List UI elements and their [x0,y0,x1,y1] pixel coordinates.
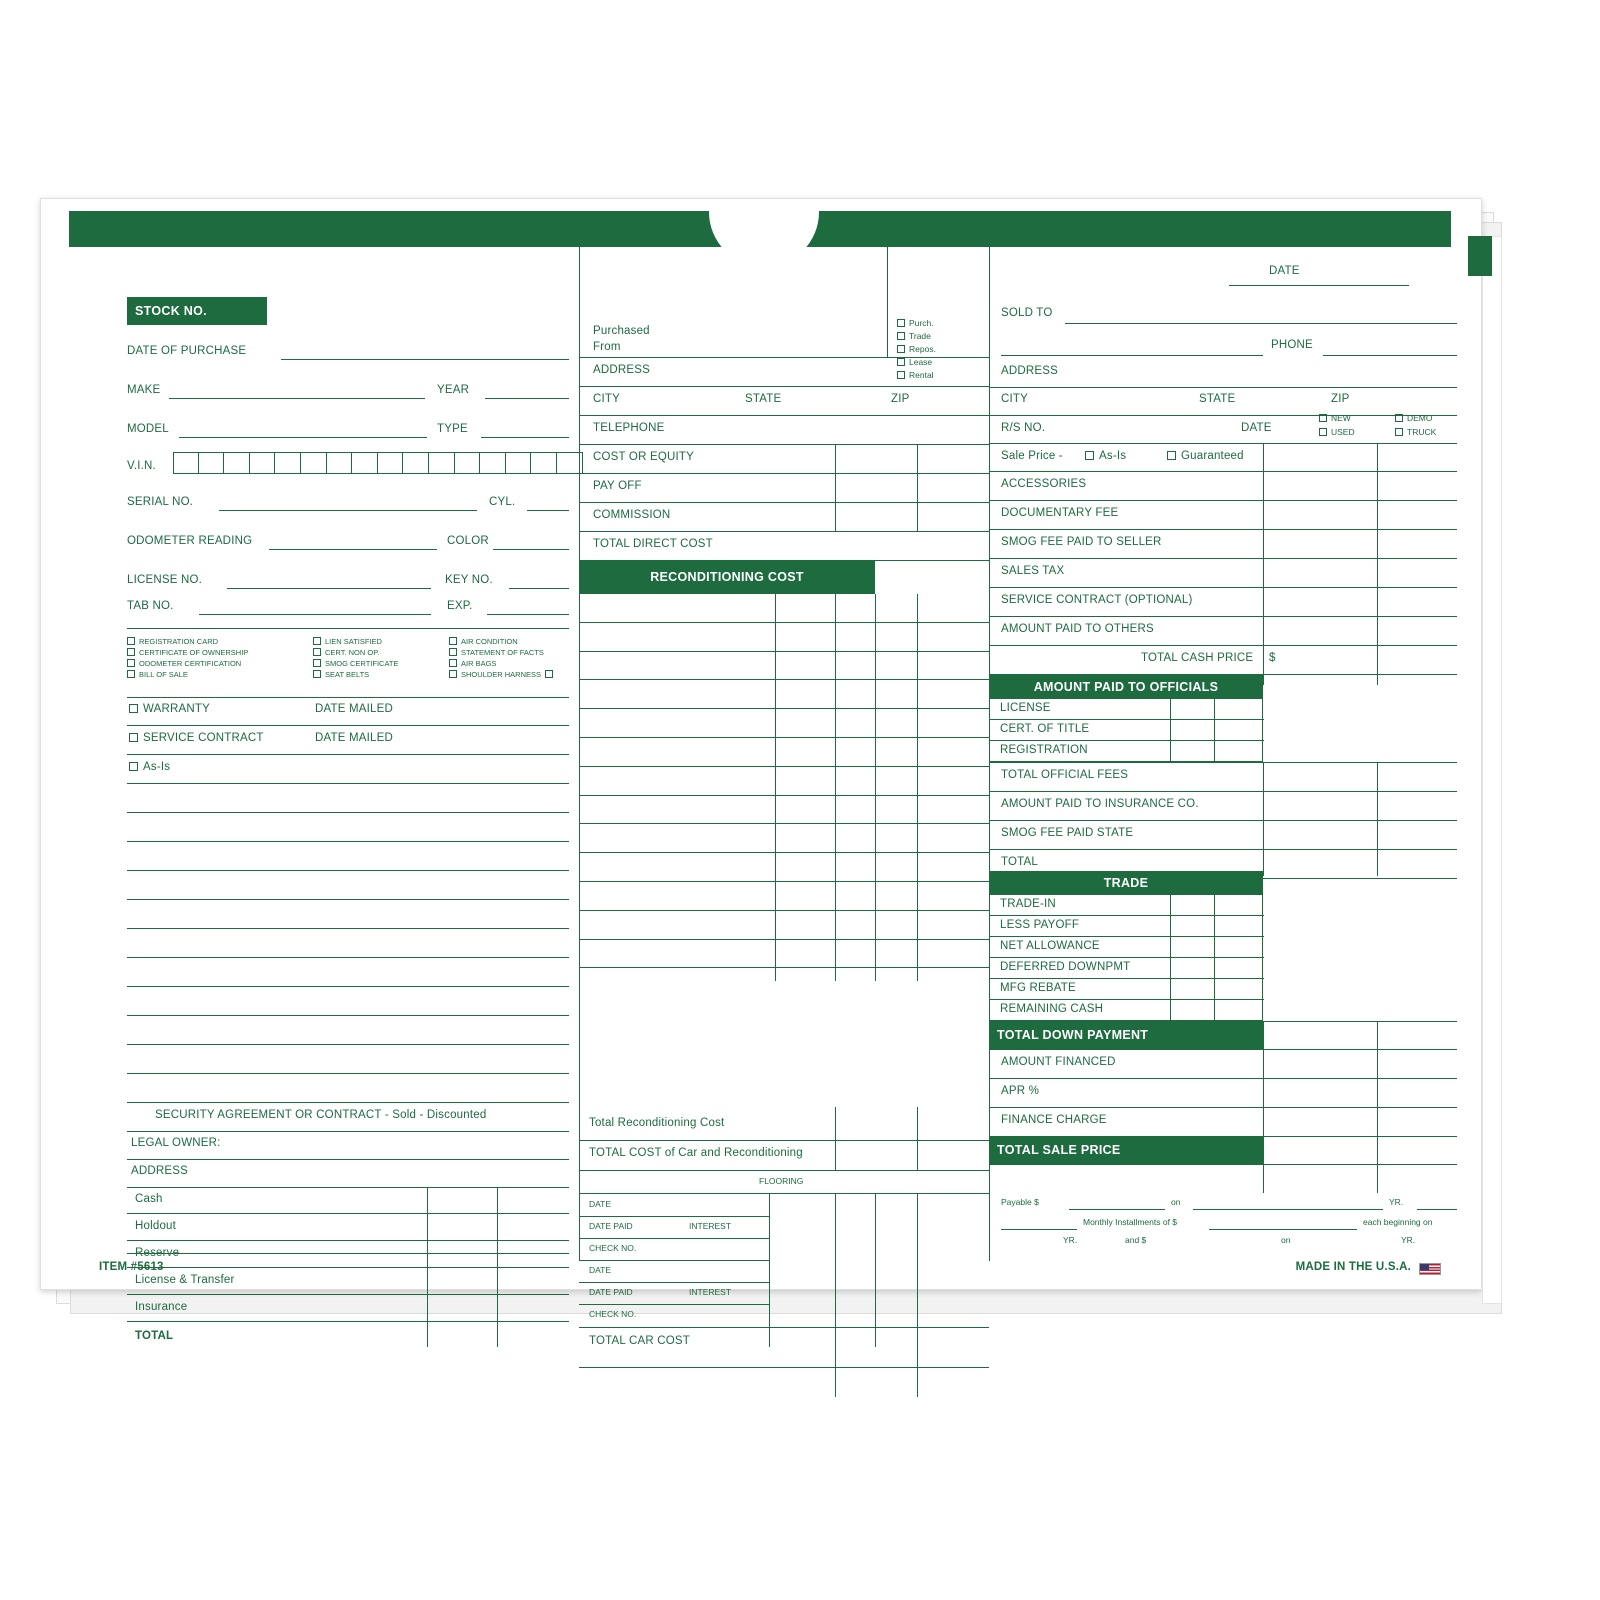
checkbox-icon[interactable] [545,670,553,678]
recon-row[interactable] [579,623,989,652]
blank-line[interactable] [127,812,569,813]
label-monthly-installments: Monthly Installments of $ [1083,1217,1178,1227]
checklist-item[interactable]: CERT. NON OP. [313,648,473,657]
field-tab-no[interactable] [199,614,431,615]
checklist-item[interactable]: CERTIFICATE OF OWNERSHIP [127,648,307,657]
label-flooring-date-1: DATE [589,1199,612,1209]
label-amount-financed: AMOUNT FINANCED [1001,1056,1116,1068]
money-row[interactable]: Insurance [127,1295,569,1322]
divider-legal-owner [127,1159,569,1160]
divider-flooring-2 [579,1238,769,1239]
purchase-type-option[interactable]: Purch. [897,318,985,328]
money-row[interactable]: Reserve [127,1241,569,1268]
divider-rs-no [989,443,1457,444]
option-demo[interactable]: DEMO [1395,413,1433,423]
divider-apr [989,1107,1457,1108]
field-phone[interactable] [1323,355,1457,356]
field-year[interactable] [485,398,569,399]
label-flooring-date-2: DATE [589,1265,612,1275]
blank-line[interactable] [127,1015,569,1016]
total-sale-price-header: TOTAL SALE PRICE [989,1136,1263,1164]
made-in-usa-label: MADE IN THE U.S.A. [1295,1261,1411,1273]
purchase-type-option[interactable]: Repos. [897,344,985,354]
label-mid-zip: ZIP [891,393,910,405]
label-total-cash-price-dollar: $ [1269,652,1276,664]
checklist-item[interactable]: LIEN SATISFIED [313,637,473,646]
divider-smog-fee-state [989,849,1457,850]
divider-purchased-from [579,357,989,358]
service-contract-row[interactable]: SERVICE CONTRACT [129,732,264,744]
field-sold-to-line2[interactable] [1001,355,1263,356]
label-tab-no: TAB NO. [127,600,174,612]
officials-row[interactable]: REGISTRATION [1000,744,1088,756]
trade-row[interactable]: TRADE-IN [990,895,1264,916]
divider-mid-city [579,415,989,416]
option-guaranteed[interactable]: Guaranteed [1167,450,1244,462]
label-amount-paid-insurance: AMOUNT PAID TO INSURANCE CO. [1001,798,1199,810]
label-date-of-purchase: DATE OF PURCHASE [127,345,247,357]
label-odometer-reading: ODOMETER READING [127,535,253,547]
checklist-item[interactable]: ODOMETER CERTIFICATION [127,659,307,668]
label-cyl: CYL. [489,496,516,508]
checkbox-icon[interactable] [313,637,321,645]
divider-officials-bottom [989,762,1457,763]
blank-line[interactable] [127,928,569,929]
divider-total-down-payment [989,1049,1457,1050]
label-mid-city: CITY [593,393,620,405]
recon-row[interactable] [579,853,989,882]
checklist-item[interactable]: AIR BAGS [449,659,629,668]
label-rs-date: DATE [1241,422,1272,434]
label-payable: Payable $ [1001,1197,1039,1207]
checkbox-icon[interactable] [129,733,138,742]
label-total-official-fees: TOTAL OFFICIAL FEES [1001,769,1129,781]
deal-jacket-envelope [40,198,1482,1347]
label-license-no: LICENSE NO. [127,574,203,586]
label-finance-charge: FINANCE CHARGE [1001,1114,1107,1126]
checklist-item[interactable]: AIR CONDITION [449,637,629,646]
checkbox-icon[interactable] [897,358,905,366]
recon-row[interactable] [579,796,989,825]
blank-line[interactable] [127,986,569,987]
recon-row[interactable] [579,911,989,940]
label-from: From [593,341,621,353]
label-each-beginning-on: each beginning on [1363,1217,1433,1227]
option-truck[interactable]: TRUCK [1395,427,1436,437]
usa-flag-icon [1419,1263,1441,1275]
label-vin: V.I.N. [127,460,156,472]
label-right-date: DATE [1269,265,1300,277]
checkbox-icon[interactable] [1167,451,1176,460]
label-warranty-date-mailed: DATE MAILED [315,703,394,715]
right-edge-green-tab [1468,236,1492,276]
checkbox-icon[interactable] [1319,414,1327,422]
label-service-contract-optional: SERVICE CONTRACT (OPTIONAL) [1001,594,1193,606]
divider-total-sale-price [989,1164,1457,1165]
label-flooring-check-no-1: CHECK NO. [589,1243,637,1253]
checkbox-icon[interactable] [127,637,135,645]
checklist-item[interactable]: SEAT BELTS [313,670,473,679]
option-used[interactable]: USED [1319,427,1355,437]
total-car-cost-divider-2 [917,1327,918,1397]
checkbox-icon[interactable] [1319,428,1327,436]
trade-row[interactable]: LESS PAYOFF [990,916,1264,937]
label-right-zip: ZIP [1331,393,1350,405]
trade-row[interactable]: DEFERRED DOWNPMT [990,958,1264,979]
label-sales-tax: SALES TAX [1001,565,1065,577]
field-odometer-reading[interactable] [269,549,437,550]
mid-amount-col-divider-2 [917,444,918,532]
label-total-cash-price: TOTAL CASH PRICE [1141,652,1254,664]
label-apr: APR % [1001,1085,1040,1097]
blank-line[interactable] [127,957,569,958]
label-model: MODEL [127,423,169,435]
divider-service-contract-optional [989,616,1457,617]
label-installments-yr: YR. [1063,1235,1078,1245]
recon-row[interactable] [579,594,989,623]
checklist-item[interactable]: SHOULDER HARNESS [449,670,629,679]
label-type: TYPE [437,423,468,435]
flooring-right-divider [769,1193,770,1327]
checkbox-icon[interactable] [129,762,138,771]
field-type[interactable] [481,437,569,438]
checkbox-icon[interactable] [897,332,905,340]
recon-row[interactable] [579,709,989,738]
warranty-row[interactable]: WARRANTY [129,703,210,715]
field-date-of-purchase[interactable] [281,359,569,360]
divider-flooring-1 [579,1216,769,1217]
recon-row[interactable] [579,652,989,681]
field-right-date[interactable] [1229,285,1409,286]
blank-line[interactable] [127,1102,569,1103]
blank-line[interactable] [127,1073,569,1074]
label-exp: EXP. [447,600,473,612]
label-service-date-mailed: DATE MAILED [315,732,394,744]
field-vin-boxes[interactable] [173,452,583,474]
checkbox-icon[interactable] [897,345,905,353]
checkbox-icon[interactable] [313,648,321,656]
blank-line[interactable] [127,841,569,842]
divider-commission [579,531,989,532]
checkbox-icon[interactable] [1395,414,1403,422]
label-total-cost-car-recon: TOTAL COST of Car and Reconditioning [589,1147,803,1159]
divider-amount-paid-insurance [989,820,1457,821]
right-edge-sheet [1482,236,1502,1304]
checkbox-icon[interactable] [313,659,321,667]
total-down-payment-header: TOTAL DOWN PAYMENT [989,1021,1263,1049]
recon-row[interactable] [579,882,989,911]
field-payable-amount[interactable] [1069,1209,1165,1210]
option-new[interactable]: NEW [1319,413,1351,423]
label-smog-fee-state: SMOG FEE PAID STATE [1001,827,1134,839]
label-sale-price: Sale Price - [1001,450,1063,462]
checkbox-icon[interactable] [449,659,457,667]
label-mid-state: STATE [745,393,782,405]
checkbox-icon[interactable] [897,371,905,379]
label-year: YEAR [437,384,470,396]
officials-total-divider-2 [1377,762,1378,876]
label-installments-yr2: YR. [1401,1235,1416,1245]
divider-left-total-bottom [127,1253,569,1254]
officials-table[interactable] [989,699,1263,762]
divider-flooring-5 [579,1304,769,1305]
divider-below-total-car-cost [579,1367,989,1368]
divider-security-agreement [127,1131,569,1132]
recon-row[interactable] [579,738,989,767]
checkbox-icon[interactable] [449,670,457,678]
checkbox-icon[interactable] [127,670,135,678]
label-right-address: ADDRESS [1001,365,1058,377]
label-security-agreement: SECURITY AGREEMENT OR CONTRACT - Sold - Discounted [155,1109,487,1121]
divider-accessories [989,500,1457,501]
label-documentary-fee: DOCUMENTARY FEE [1001,507,1119,519]
officials-row[interactable]: CERT. OF TITLE [990,720,1264,741]
label-installments-and: and $ [1125,1235,1147,1245]
label-telephone: TELEPHONE [593,422,665,434]
field-payable-yr[interactable] [1417,1209,1457,1210]
right-amount-divider-1 [1263,443,1264,685]
divider-telephone [579,444,989,445]
label-total-reconditioning-cost: Total Reconditioning Cost [589,1117,725,1129]
label-phone: PHONE [1271,339,1313,351]
label-installments-on: on [1281,1235,1291,1245]
label-flooring-date-paid-1: DATE PAID [589,1221,633,1231]
divider-above-total-car-cost [579,1327,989,1328]
checkbox-icon[interactable] [449,648,457,656]
trade-header: TRADE [989,871,1263,895]
field-cyl[interactable] [527,510,569,511]
mid-total-col-divider-1 [835,1107,836,1170]
option-sale-as-is[interactable]: As-Is [1085,450,1126,462]
divider-amount-paid-others [989,645,1457,646]
field-key-no[interactable] [509,588,569,589]
label-payable-yr: YR. [1389,1197,1404,1207]
checkbox-icon[interactable] [897,319,905,327]
divider-warranty [127,725,569,726]
checkbox-icon[interactable] [1085,451,1094,460]
divider-as-is [127,783,569,784]
trade-row[interactable]: REMAINING CASH [1000,1003,1104,1015]
stock-no-header: STOCK NO. [127,297,267,325]
checklist-item[interactable]: REGISTRATION CARD [127,637,307,646]
officials-total-divider-1 [1263,762,1264,876]
divider-right-city [989,415,1457,416]
label-key-no: KEY NO. [445,574,493,586]
label-officials-total: TOTAL [1001,856,1038,868]
checkbox-icon[interactable] [127,659,135,667]
purchase-type-divider [887,247,888,357]
mid-amount-col-divider-1 [835,444,836,532]
label-right-state: STATE [1199,393,1236,405]
purchase-type-checkboxes [897,315,985,383]
form-footer [69,1261,1451,1281]
label-flooring-date-paid-2: DATE PAID [589,1287,633,1297]
field-sold-to[interactable] [1065,323,1457,324]
field-installment-count[interactable] [1001,1229,1077,1230]
label-flooring: FLOORING [759,1176,804,1186]
label-total-car-cost: TOTAL CAR COST [589,1335,690,1347]
divider-sale-price [989,471,1457,472]
label-flooring-check-no-2: CHECK NO. [589,1309,637,1319]
field-installment-amount[interactable] [1209,1229,1357,1230]
money-row[interactable]: License & Transfer [127,1268,569,1295]
total-car-cost-divider-1 [835,1327,836,1397]
label-make: MAKE [127,384,161,396]
trade-table[interactable] [989,895,1263,1021]
divider-smog-fee-seller [989,558,1457,559]
label-rs-no: R/S NO. [1001,422,1046,434]
officials-header: AMOUNT PAID TO OFFICIALS [989,674,1263,699]
label-color: COLOR [447,535,489,547]
field-model[interactable] [179,437,427,438]
field-exp[interactable] [487,614,569,615]
label-smog-fee-seller: SMOG FEE PAID TO SELLER [1001,536,1162,548]
field-make[interactable] [169,398,425,399]
checklist-item[interactable]: BILL OF SALE [127,670,307,679]
label-amount-paid-others: AMOUNT PAID TO OTHERS [1001,623,1154,635]
label-pay-off: PAY OFF [593,480,642,492]
money-row-total[interactable]: TOTAL [135,1330,174,1342]
recon-row[interactable] [579,680,989,709]
reconditioning-cost-header: RECONDITIONING COST [579,560,875,594]
divider-right-address [989,387,1457,388]
field-license-no[interactable] [227,588,431,589]
label-left-address: ADDRESS [131,1165,188,1177]
item-number: ITEM #5613 [99,1261,164,1273]
label-right-city: CITY [1001,393,1028,405]
checkbox-icon[interactable] [313,670,321,678]
divider-total-cost-car [579,1170,989,1171]
as-is-row[interactable]: As-Is [129,761,170,773]
blank-line[interactable] [127,899,569,900]
divider-flooring-4 [579,1282,769,1283]
checklist-column-1 [127,635,307,681]
recon-row[interactable] [579,940,989,969]
checkbox-icon[interactable] [449,637,457,645]
field-serial-no[interactable] [219,510,477,511]
label-payable-on: on [1171,1197,1181,1207]
checkbox-icon[interactable] [129,704,138,713]
label-commission: COMMISSION [593,509,671,521]
trade-row[interactable]: NET ALLOWANCE [990,937,1264,958]
officials-row[interactable]: LICENSE [990,699,1264,720]
purchase-type-option[interactable]: Rental [897,370,985,380]
divider-below-checklist [127,697,569,698]
divider-total-official-fees [989,791,1457,792]
blank-line[interactable] [127,1044,569,1045]
reconditioning-grid[interactable] [579,594,989,981]
flooring-grid[interactable] [579,1193,989,1253]
field-payable-date[interactable] [1193,1209,1383,1210]
label-flooring-interest-1: INTEREST [689,1221,732,1231]
label-total-direct-cost: TOTAL DIRECT COST [593,538,713,550]
label-sold-to: SOLD TO [1001,307,1053,319]
divider-mid-address [579,386,989,387]
blank-line[interactable] [127,870,569,871]
label-serial-no: SERIAL NO. [127,496,194,508]
label-cost-or-equity: COST OR EQUITY [593,451,694,463]
purchase-type-option[interactable]: Trade [897,331,985,341]
divider-sales-tax [989,587,1457,588]
divider-total-recon [579,1140,989,1141]
divider-cost-equity [579,473,989,474]
money-row[interactable]: Holdout [127,1214,569,1241]
label-flooring-interest-2: INTEREST [689,1287,732,1297]
divider-documentary-fee [989,529,1457,530]
label-purchased: Purchased [593,325,650,337]
divider-pay-off [579,502,989,503]
divider-service-contract [127,754,569,755]
checklist-item[interactable]: SMOG CERTIFICATE [313,659,473,668]
checklist-item[interactable]: STATEMENT OF FACTS [449,648,629,657]
purchase-type-option[interactable]: Lease [897,357,985,367]
right-amount-divider-2 [1377,443,1378,685]
divider-above-checklist [127,628,569,629]
label-mid-address: ADDRESS [593,364,650,376]
checkbox-icon[interactable] [1395,428,1403,436]
recon-row[interactable] [579,767,989,796]
divider-amount-financed [989,1078,1457,1079]
recon-row[interactable] [579,824,989,853]
mid-total-col-divider-2 [917,1107,918,1170]
checkbox-icon[interactable] [127,648,135,656]
money-row[interactable]: Cash [127,1187,569,1214]
label-legal-owner: LEGAL OWNER: [131,1137,221,1149]
field-color[interactable] [493,549,569,550]
label-accessories: ACCESSORIES [1001,478,1087,490]
trade-row[interactable]: MFG REBATE [990,979,1264,1000]
